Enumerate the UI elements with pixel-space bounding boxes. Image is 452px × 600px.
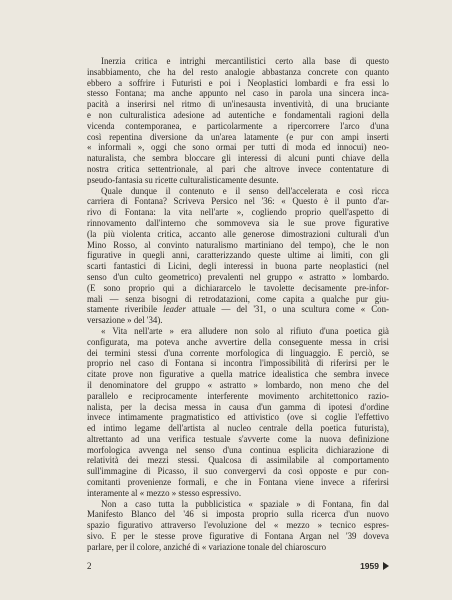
text-line: insabbiamento, che ha del resto analogie abbastanza concrete con quanto: [87, 66, 389, 77]
text-line: invece intimamente pragmatistico ed attivistico (ove si coglie l'effettivo: [87, 412, 389, 423]
text-line: mali — senza bisogni di retrodatazioni, come capita a qualche pur giu-: [87, 293, 389, 304]
text-line: Inerzia critica e intrighi mercantilistici certo alla base di questo: [101, 56, 389, 66]
text-line: proprio nel caso di Fontana si incontra l'impossibilità di riferirsi per le: [87, 358, 389, 369]
paragraph: [87, 499, 389, 553]
page-footer: [87, 561, 389, 573]
paragraph: [87, 186, 389, 326]
text-line: così repentina diversione da un'area latamente (e pur con ampi inserti: [87, 131, 389, 142]
text-line: comitanti provenienze formali, e che in Fontana viene invece a riferirsi: [87, 477, 389, 488]
text-line: « informali », oggi che sono ormai per tutti di moda ed innocui) neo-: [87, 142, 389, 153]
text-line: morfologica avvenga nel senso d'una continua esplicita dichiarazione di: [87, 444, 389, 455]
text-line: citate prove non figurative a quella matrice idealistica che sembra invece: [87, 369, 389, 380]
text-line: stamente riveribile leader attuale — del '31, o una scultura come « Con-: [87, 304, 389, 315]
text-line: e non culturalistica adesione ad autentiche e fondamentali ragioni della: [87, 109, 389, 120]
text-line: nalista, per la decisa messa in causa d'un gamma di ipotesi d'ordine: [87, 401, 389, 412]
text-line: parlare, per il colore, anziché di « variazione tonale del chiaroscuro: [87, 541, 327, 552]
text-line: configurata, ma poteva anche avvertire della conseguente messa in crisi: [87, 336, 389, 347]
text-line: « Vita nell'arte » era alludere non solo al rifiuto d'una poetica già: [101, 325, 389, 336]
page-number: 2: [87, 561, 92, 571]
text-line: altrettanto ad una verifica testuale s'avverte come la nuova definizione: [87, 433, 389, 444]
text-line: dei termini stessi d'una corrente morfologica di linguaggio. E perciò, se: [87, 347, 389, 358]
text-line: versazione » del '34).: [87, 315, 163, 326]
text-line: rinnovamento dall'interno che sommoveva sia le sue prove figurative: [87, 217, 389, 228]
text-line: Non a caso tutta la pubblicistica « spaziale » di Fontana, fin dal: [101, 498, 389, 509]
text-line: naturalista, che sembra bloccare gli interessi di alcuni punti chiave della: [87, 153, 389, 164]
text-line: sull'immagine di Picasso, il suo convergervi da così opposte e pur con-: [87, 466, 389, 477]
paragraph: [87, 326, 389, 499]
text-line: il denominatore del gruppo « astratto » lombardo, non meno che del: [87, 379, 389, 390]
text-line: ebbero a soffrire i Futuristi e poi i Neoplastici lombardi e fra essi lo: [87, 77, 389, 88]
text-line: (E sono proprio qui a dichiararcelo le tavolette decisamente pre-infor-: [87, 282, 389, 293]
text-line: nostra critica settentrionale, al pari che altrove invece contentature di: [87, 163, 389, 174]
article-body: [87, 56, 389, 553]
text-line: stesso Fontana; ma anche appunto nel caso in parola una sincera inca-: [87, 88, 389, 99]
text-line: ed intimo legame dell'artista al nucleo centrale della poetica futurista),: [87, 423, 389, 434]
text-line: Quale dunque il contenuto e il senso dell'accelerata e così ricca: [101, 185, 389, 196]
text-line: parallelo e reciprocamente interferente movimento architettonico razio-: [87, 390, 389, 401]
text-line: carriera di Fontana? Scriveva Persico nel '36: « Questo è il punto d'ar-: [87, 196, 389, 207]
text-line: Manifesto Blanco del '46 si imposta proprio sulla ricerca d'un nuovo: [87, 509, 389, 520]
text-line: pseudo-fantasia su ricette culturalisticamente desunte.: [87, 174, 279, 185]
text-line: pacità a inserirsi nel ritmo di un'inesausta inventività, di una bruciante: [87, 99, 389, 110]
text-line: (la più violenta critica, accanto alle generose dimostrazioni culturali d'un: [87, 228, 389, 239]
next-page-arrow-icon: [383, 562, 389, 570]
text-line: figurative in quegli anni, caratterizzando queste ultime ai limiti, con gli: [87, 250, 389, 261]
text-line: Mino Rosso, al convinto naturalismo martiniano del tempo), che le non: [87, 239, 389, 250]
issue-year: 1959: [360, 561, 379, 571]
paragraph: [87, 56, 389, 186]
text-line: sivo. E per le stesse prove figurative di Fontana Argan nel '39 doveva: [87, 531, 389, 542]
text-line: spazio figurativo attraverso l'evoluzione del « mezzo » tecnico espres-: [87, 520, 389, 531]
text-line: scarti fantastici di Licini, degli interessi in buona parte neoplastici (nel: [87, 261, 389, 272]
text-line: rivo di Fontana: la vita nell'arte », cogliendo proprio quell'aspetto di: [87, 207, 389, 218]
text-line: relatività dei mezzi stessi. Qualcosa di assimilabile al comportamento: [87, 455, 389, 466]
text-line: interamente al « mezzo » stesso espressivo.: [87, 487, 242, 498]
text-line: vicenda contemporanea, e particolarmente a ripercorrere l'arco d'una: [87, 120, 389, 131]
text-line: senso d'un culto geometrico) prevalenti nel gruppo « astratto » lombardo.: [87, 271, 389, 282]
